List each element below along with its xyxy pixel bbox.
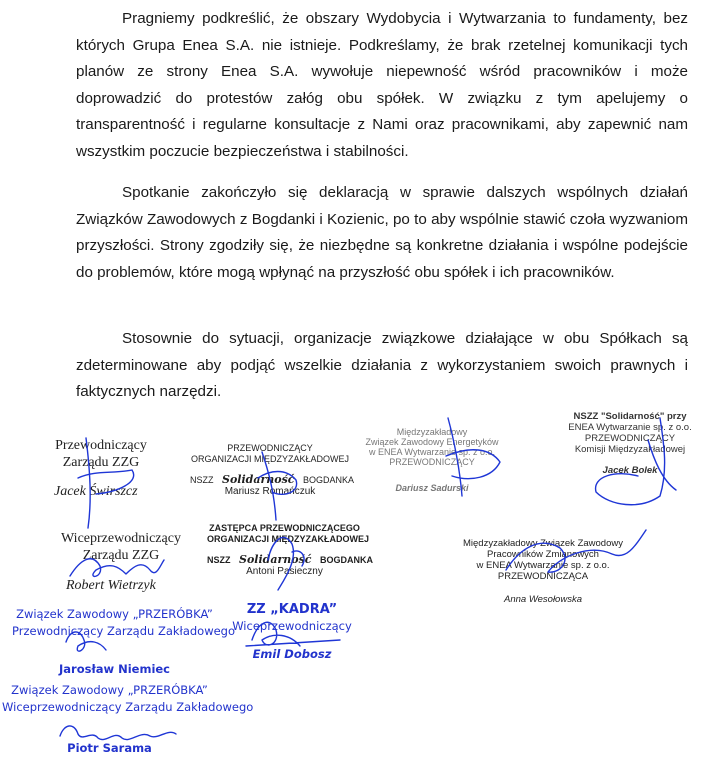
stamp-line: Międzyzakładowy bbox=[396, 427, 468, 437]
signature-nszz-chair bbox=[258, 452, 297, 520]
stamp-line: PRZEWODNICZĄCY bbox=[389, 457, 475, 467]
name-zzg-vice: Robert Wietrzyk bbox=[66, 578, 156, 593]
stamp-name: Anna Wesołowska bbox=[504, 594, 582, 605]
signature-zmianowi bbox=[506, 530, 646, 572]
stamp-line: Pracowników Zmianowych bbox=[487, 549, 599, 560]
stamp-line: Wiceprzewodniczący bbox=[61, 531, 181, 546]
stamp-line: NSZZ "Solidarność" przy bbox=[573, 411, 687, 422]
stamp-line: Związek Zawodowy „PRZERÓBKA” bbox=[11, 683, 208, 697]
signature-przerobka-chair bbox=[66, 632, 106, 651]
stamp-line: w ENEA Wytwarzanie sp. z o.o. bbox=[476, 560, 610, 571]
signature-kadra bbox=[246, 622, 340, 646]
stamp-line: Przewodniczący Zarządu Zakładowego bbox=[12, 624, 236, 638]
stamp-line: Zarządu ZZG bbox=[62, 455, 140, 470]
signature-nszz-deputy bbox=[268, 537, 304, 590]
stamp-line: Zarządu ZZG bbox=[82, 548, 160, 563]
stamp-line: ZZ „KADRA” bbox=[246, 602, 338, 617]
solidarnosc-logo: Solidarność bbox=[222, 473, 295, 486]
stamp-line: ORGANIZACJI MIĘDZYZAKŁADOWEJ bbox=[190, 454, 349, 464]
stamp-line-part: BOGDANKA bbox=[320, 555, 374, 565]
stamp-line: Międzyzakładowy Związek Zawodowy bbox=[463, 538, 623, 549]
stamp-line: ZASTĘPCA PRZEWODNICZĄCEGO bbox=[209, 523, 360, 533]
signature-energetycy bbox=[446, 418, 500, 496]
signature-solidarnosc bbox=[596, 418, 676, 505]
name-zzg-chair: Jacek Świrszcz bbox=[54, 484, 138, 499]
stamp-line: Przewodniczący bbox=[55, 438, 147, 453]
signature-zzg-vice bbox=[70, 559, 164, 577]
stamp-line: Komisji Międzyzakładowej bbox=[574, 444, 686, 455]
stamp-name: Emil Dobosz bbox=[252, 647, 332, 661]
stamp-line: Wiceprzewodniczący bbox=[232, 619, 352, 633]
stamp-line-part: BOGDANKA bbox=[303, 475, 355, 485]
paragraph-1: Pragniemy podkreślić, że obszary Wydobycia i Wytwarzania to fundamenty, bez których Grupa Enea S.A. nie istnieje. Podkreślamy, że brak rzetelnej komunikacji tych planów ze strony Enea S.A. wywołuje niepewność wśród pracowników i może doprowadzić do protestów załóg obu spółek. W związku z tym apelujemy o transparentność i regularne konsultacje z Nami oraz pracownikami, aby zapewnić nam wszystkim poczucie bezpieczeństwa i stabilności. bbox=[76, 10, 688, 160]
stamp-line: PRZEWODNICZĄCY bbox=[584, 433, 676, 444]
paragraph-2: Spotkanie zakończyło się deklaracją w sprawie dalszych wspólnych działań Związków Zawodowych z Bogdanki i Kozienic, po to aby wspólnie stawić czoła wyzwaniom przyszłości. Strony zgodziły się, że niezbędne są konkretne działania i wspólne podejście do problemów, które mogą wpłynąć na przyszłość obu spółek i ich pracowników. bbox=[76, 184, 688, 281]
stamp-line: w ENEA Wytwarzanie sp. z o.o. bbox=[369, 447, 495, 457]
stamp-name: Jacek Bolek bbox=[602, 465, 658, 476]
stamp-line-part: NSZZ bbox=[207, 555, 231, 565]
solidarnosc-logo: Solidarność bbox=[239, 553, 312, 566]
stamp-name: Piotr Sarama bbox=[67, 741, 152, 755]
stamp-line: PRZEWODNICZĄCY bbox=[227, 443, 313, 453]
stamp-line: ENEA Wytwarzanie sp. z o.o. bbox=[568, 422, 692, 433]
signature-zzg-chair bbox=[78, 438, 134, 528]
stamp-line: Wiceprzewodniczący Zarządu Zakładowego bbox=[2, 700, 254, 714]
stamp-line: Związek Zawodowy „PRZERÓBKA” bbox=[16, 607, 213, 621]
stamp-name: Antoni Pasieczny bbox=[246, 566, 323, 577]
stamp-name: Jarosław Niemiec bbox=[58, 662, 171, 676]
stamp-line: ORGANIZACJI MIĘDZYZAKŁADOWEJ bbox=[207, 534, 369, 544]
stamp-line: Związek Zawodowy Energetyków bbox=[365, 437, 499, 447]
stamp-line-part: NSZZ bbox=[190, 475, 214, 485]
stamp-name: Mariusz Romańczuk bbox=[224, 486, 316, 497]
stamp-line: PRZEWODNICZĄCA bbox=[497, 571, 589, 582]
stamp-name: Dariusz Sadurski bbox=[395, 483, 469, 493]
signature-przerobka-vice bbox=[60, 726, 176, 740]
paragraph-3: Stosownie do sytuacji, organizacje związkowe działające w obu Spółkach są zdeterminowane aby podjąć wszelkie działania z wykorzystaniem swoich prawnych i faktycznych narzędzi. bbox=[76, 330, 688, 400]
